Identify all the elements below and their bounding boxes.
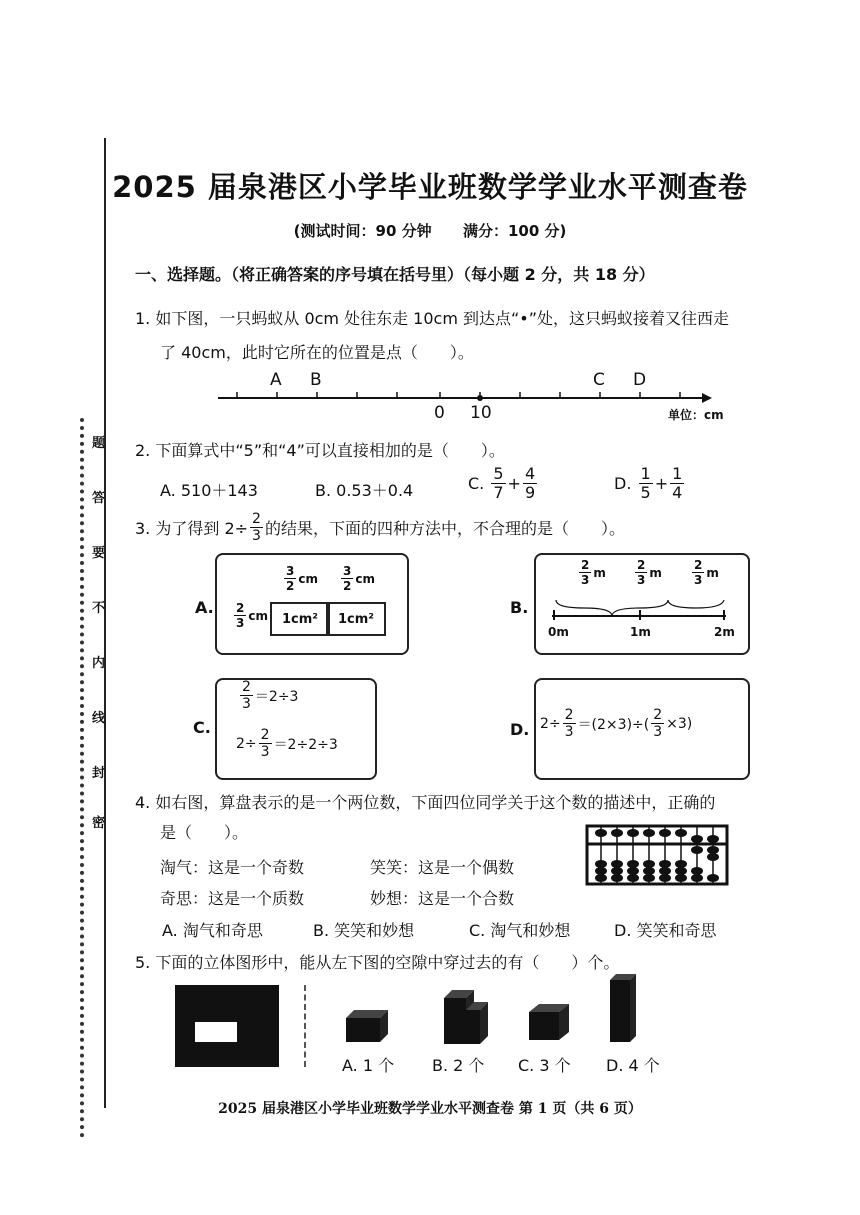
q3-a-top-dim-2: $\frac{3}{2}$ cm — [343, 564, 375, 593]
q5-option-c: C. 3 个 — [518, 1056, 571, 1075]
q4-stem-line2: 是（ ）。 — [160, 823, 249, 842]
page-title: 2025 届泉港区小学毕业班数学学业水平测查卷 — [112, 170, 748, 204]
fraction: $\frac{2}{3}$ — [260, 727, 270, 760]
q3-d-formula: 2÷ $\frac{2}{3}$ ＝(2×3)÷( $\frac{2}{3}$ ×3) — [540, 707, 693, 740]
q2-option-c-label: C. — [468, 474, 485, 493]
q3-b-tick-0m: 0m — [548, 625, 569, 639]
ant-position-dot — [477, 395, 483, 401]
point-c-label: C — [593, 370, 605, 390]
q5-solid-b-icon — [436, 988, 492, 1046]
q1-stem-line2: 了 40cm，此时它所在的位置是点（ ）。 — [160, 343, 474, 362]
tick-ten-label: 10 — [470, 403, 492, 423]
abacus-illustration — [585, 824, 730, 886]
q5-gap-hole — [195, 1022, 237, 1042]
q3-a-cell-1: 1cm² — [270, 602, 330, 636]
q5-stem: 5. 下面的立体图形中，能从左下图的空隙中穿过去的有（ ）个。 — [135, 953, 620, 972]
plus-sign: + — [654, 474, 669, 493]
q2-stem: 2. 下面算式中“5”和“4”可以直接相加的是（ ）。 — [135, 441, 505, 460]
q2-option-a: A. 510＋143 — [160, 481, 258, 500]
q4-option-d: D. 笑笑和奇思 — [614, 921, 717, 940]
fraction: $\frac{2}{3}$ — [236, 601, 245, 630]
section-heading: 一、选择题。（将正确答案的序号填在括号里）（每小题 2 分，共 18 分） — [135, 265, 655, 284]
fraction: $\frac{1}{4}$ — [672, 464, 683, 502]
q5-solid-d-icon — [606, 972, 640, 1046]
q4-statement-qisi: 奇思：这是一个质数 — [160, 889, 305, 908]
seal-char: 密 — [92, 816, 106, 831]
q3-option-d-label: D. — [510, 720, 530, 739]
q3-b-segment-1: $\frac{2}{3}$ m — [581, 558, 606, 587]
q4-statement-taoqi: 淘气：这是一个奇数 — [160, 858, 305, 877]
q3-option-a-label: A. — [195, 598, 214, 617]
q3-a-top-dim-1: $\frac{3}{2}$ cm — [286, 564, 318, 593]
q2-option-b: B. 0.53＋0.4 — [315, 481, 414, 500]
exam-score: 满分：100 分) — [462, 222, 567, 240]
seal-dotted-line — [80, 418, 84, 1138]
q5-solid-c-icon — [525, 1000, 573, 1044]
q2-option-d-label: D. — [614, 474, 632, 493]
q3-stem — [135, 512, 625, 543]
q2-option-d — [614, 466, 686, 501]
tick-zero-label: 0 — [434, 403, 445, 423]
q4-statement-miaoxiang: 妙想：这是一个合数 — [370, 889, 515, 908]
q3-b-segment-2: $\frac{2}{3}$ m — [637, 558, 662, 587]
q4-statement-xiaoxiao: 笑笑：这是一个偶数 — [370, 858, 515, 877]
q5-option-b: B. 2 个 — [432, 1056, 485, 1075]
seal-char: 题 — [92, 436, 106, 451]
q5-solid-a-icon — [342, 1006, 392, 1046]
q4-stem-line1: 4. 如右图，算盘表示的是一个两位数，下面四位同学关于这个数的描述中，正确的 — [135, 793, 716, 812]
fraction: $\frac{2}{3}$ — [653, 707, 663, 740]
binding-line — [104, 138, 106, 1108]
q5-option-d: D. 4 个 — [606, 1056, 660, 1075]
q3-b-tick-2m: 2m — [714, 625, 735, 639]
seal-char: 答 — [92, 491, 106, 506]
q3-a-cell-2: 1cm² — [326, 602, 386, 636]
seal-char: 不 — [92, 601, 106, 616]
seal-char: 封 — [92, 766, 106, 781]
point-a-label: A — [270, 370, 282, 390]
q3-c-line2: 2÷ $\frac{2}{3}$ ＝2÷2÷3 — [236, 727, 338, 760]
q5-divider — [304, 985, 306, 1067]
fraction: $\frac{3}{2}$ — [286, 564, 295, 593]
seal-char: 要 — [92, 546, 106, 561]
fraction: $\frac{3}{2}$ — [343, 564, 352, 593]
q3-b-tick-1m: 1m — [630, 625, 651, 639]
q3-c-line1: $\frac{2}{3}$ ＝2÷3 — [242, 679, 299, 712]
q2-option-c — [468, 466, 539, 501]
q1-stem-line1: 1. 如下图，一只蚂蚁从 0cm 处往东走 10cm 到达点“•”处，这只蚂蚁接着又往西走 — [135, 309, 730, 328]
fraction: $\frac{2}{3}$ — [242, 679, 251, 712]
q4-option-a: A. 淘气和奇思 — [162, 921, 263, 940]
q3-stem-post: 的结果，下面的四种方法中，不合理的是（ ）。 — [264, 519, 625, 538]
exam-info — [0, 220, 860, 241]
exam-time: (测试时间：90 分钟 — [293, 222, 432, 240]
q3-b-segment-3: $\frac{2}{3}$ m — [694, 558, 719, 587]
point-d-label: D — [633, 370, 647, 390]
fraction: $\frac{1}{5}$ — [640, 464, 651, 502]
fraction: $\frac{2}{3}$ — [637, 558, 646, 587]
plus-sign: + — [507, 474, 521, 493]
seal-char: 内 — [92, 656, 106, 671]
q3-option-b-label: B. — [510, 598, 529, 617]
fraction: $\frac{4}{9}$ — [524, 464, 536, 502]
q4-option-c: C. 淘气和妙想 — [469, 921, 571, 940]
point-b-label: B — [310, 370, 322, 390]
q3-option-c-label: C. — [193, 718, 211, 737]
unit-label: 单位：cm — [668, 408, 724, 422]
q5-frame-with-gap — [175, 985, 279, 1067]
page-footer: 2025 届泉港区小学毕业班数学学业水平测查卷 第 1 页（共 6 页） — [218, 1101, 642, 1117]
fraction: $\frac{2}{3}$ — [694, 558, 703, 587]
seal-char: 线 — [92, 711, 106, 726]
q4-option-b: B. 笑笑和妙想 — [313, 921, 415, 940]
fraction: $\frac{2}{3}$ — [581, 558, 590, 587]
fraction: $\frac{5}{7}$ — [493, 464, 504, 502]
fraction: $\frac{2}{3}$ — [564, 707, 574, 740]
fraction: $\frac{2}{3}$ — [252, 511, 261, 544]
q3-b-number-line — [544, 596, 734, 626]
q3-a-side-dim: $\frac{2}{3}$ cm — [236, 601, 268, 630]
q5-option-a: A. 1 个 — [342, 1056, 395, 1075]
q3-stem-pre: 3. 为了得到 2÷ — [135, 519, 249, 538]
